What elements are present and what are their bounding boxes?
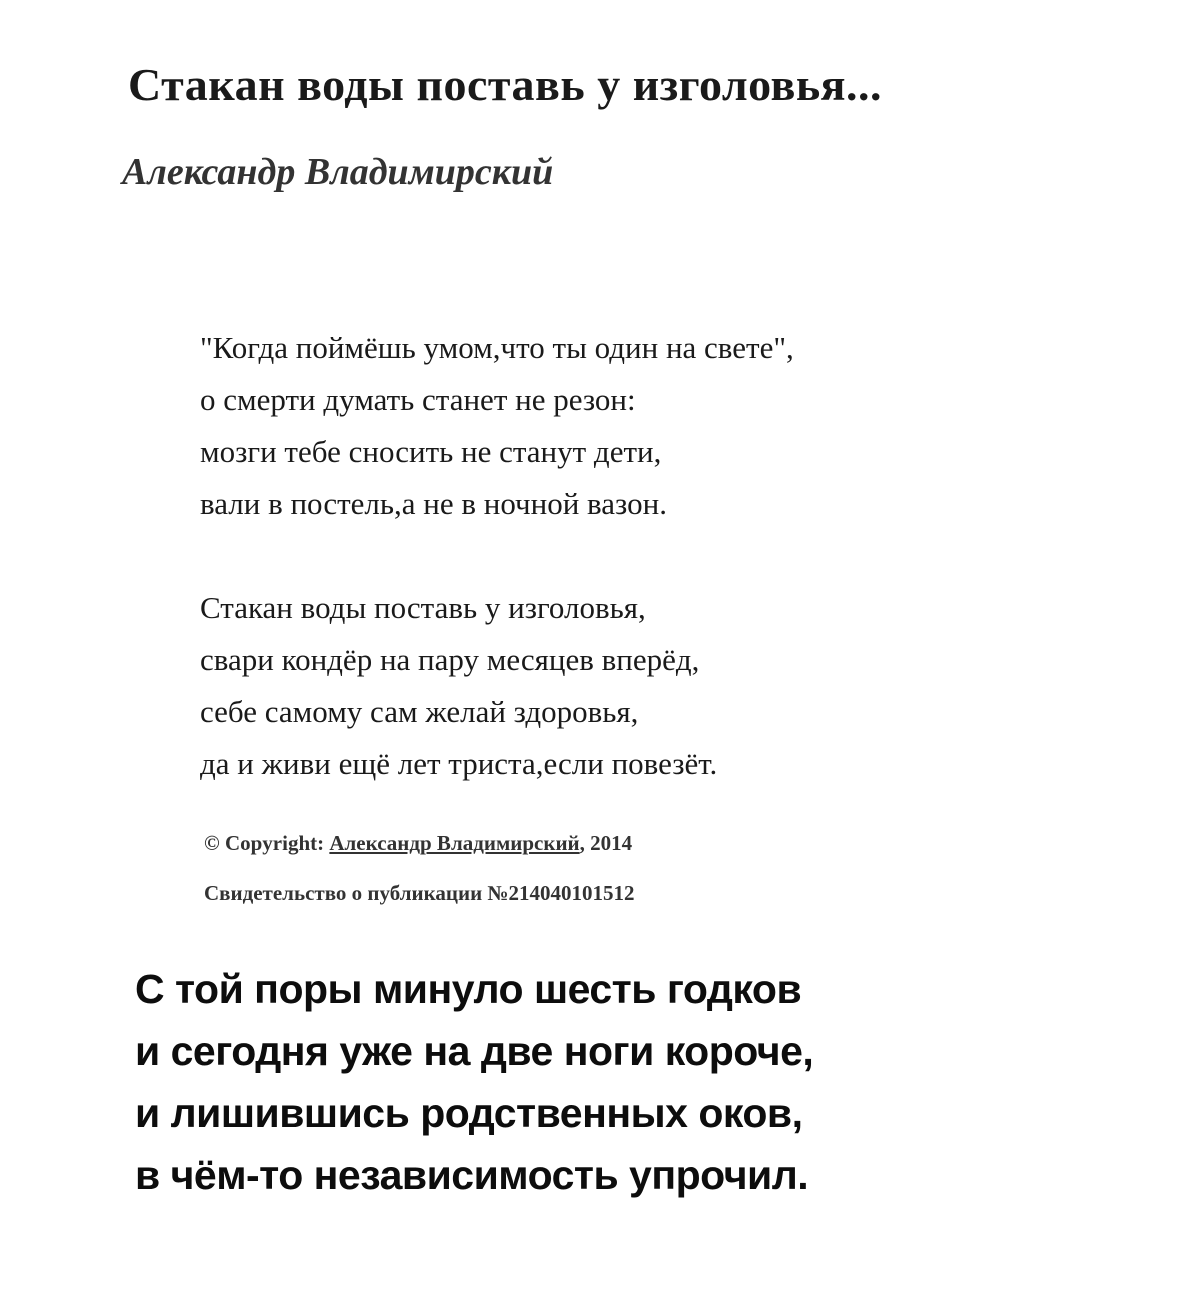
poem-line: да и живи ещё лет триста,если повезёт.: [200, 746, 718, 781]
poem-line: "Когда поймёшь умом,что ты один на свете",: [200, 330, 794, 365]
poem-line: мозги тебе сносить не станут дети,: [200, 434, 662, 469]
publication-certificate: Свидетельство о публикации №214040101512: [204, 881, 635, 905]
addendum-line: в чём-то независимость упрочил.: [135, 1152, 809, 1198]
author-link[interactable]: Александр Владимирский: [329, 831, 580, 855]
copyright-year: , 2014: [579, 831, 633, 855]
poem-line: свари кондёр на пару месяцев вперёд,: [200, 642, 700, 677]
copyright-block: [204, 818, 635, 918]
poem-line: себе самому сам желай здоровья,: [200, 694, 639, 729]
addendum-line: и сегодня уже на две ноги короче,: [135, 1028, 814, 1074]
copyright-line: [204, 818, 635, 868]
addendum-line: и лишившись родственных оков,: [135, 1090, 803, 1136]
poem-body: [200, 322, 794, 790]
stanza-2: [200, 582, 794, 790]
poem-title: Стакан воды поставь у изголовья...: [128, 59, 883, 110]
addendum-verse: [135, 958, 813, 1206]
poem-line: Стакан воды поставь у изголовья,: [200, 590, 646, 625]
poem-line: вали в постель,а не в ночной вазон.: [200, 486, 667, 521]
author-name: Александр Владимирский: [122, 151, 554, 193]
stanza-1: [200, 322, 794, 530]
poem-line: о смерти думать станет не резон:: [200, 382, 636, 417]
copyright-prefix: © Copyright:: [204, 831, 330, 855]
addendum-line: С той поры минуло шесть годков: [135, 966, 802, 1012]
